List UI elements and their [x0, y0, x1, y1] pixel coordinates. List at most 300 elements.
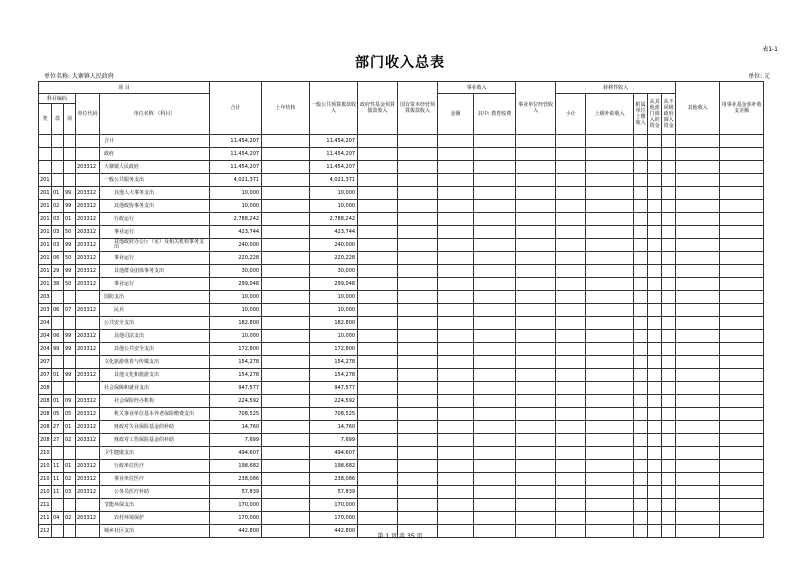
cell-empty	[720, 148, 764, 161]
cell-empty	[586, 317, 634, 330]
cell-empty	[648, 460, 662, 473]
cell-total: 2,788,242	[210, 213, 262, 226]
cell-empty	[634, 421, 648, 434]
cell-budget: 11,454,207	[310, 135, 358, 148]
cell-name: 节能环保支出	[100, 499, 210, 512]
cell-xiang: 50	[64, 252, 76, 265]
cell-empty	[516, 239, 556, 252]
cell-carry	[262, 343, 310, 356]
header-lei: 类	[39, 104, 52, 135]
cell-kuan	[52, 317, 64, 330]
cell-budget: 14,760	[310, 421, 358, 434]
cell-empty	[676, 135, 720, 148]
cell-empty	[586, 395, 634, 408]
cell-xiang: 50	[64, 226, 76, 239]
cell-empty	[398, 395, 438, 408]
cell-xiang: 99	[64, 330, 76, 343]
cell-empty	[648, 148, 662, 161]
cell-empty	[438, 356, 474, 369]
cell-empty	[438, 291, 474, 304]
cell-kuan: 03	[52, 226, 64, 239]
cell-total: 224,592	[210, 395, 262, 408]
cell-empty	[586, 473, 634, 486]
cell-xiang: 99	[64, 265, 76, 278]
cell-empty	[474, 499, 516, 512]
cell-empty	[516, 460, 556, 473]
header-gov-fund: 政府性基金预算拨款收入	[358, 82, 398, 135]
cell-empty	[720, 434, 764, 447]
cell-empty	[720, 174, 764, 187]
cell-empty	[358, 369, 398, 382]
cell-lei: 208	[39, 382, 52, 395]
cell-empty	[662, 408, 676, 421]
cell-empty	[398, 174, 438, 187]
cell-empty	[556, 408, 586, 421]
cell-empty	[358, 395, 398, 408]
cell-empty	[662, 447, 676, 460]
cell-total: 240,000	[210, 239, 262, 252]
cell-name: 合计	[100, 135, 210, 148]
cell-empty	[720, 369, 764, 382]
table-row	[39, 226, 764, 239]
cell-empty	[648, 252, 662, 265]
cell-xiang	[64, 161, 76, 174]
cell-empty	[556, 148, 586, 161]
cell-lei: 208	[39, 421, 52, 434]
cell-xiang: 07	[64, 304, 76, 317]
header-kuan: 款	[52, 104, 64, 135]
cell-empty	[720, 187, 764, 200]
cell-kuan: 01	[52, 369, 64, 382]
cell-code: 203312	[76, 265, 100, 278]
header-total: 合计	[210, 82, 262, 135]
cell-total: 947,577	[210, 382, 262, 395]
cell-empty	[438, 512, 474, 525]
cell-xiang: 99	[64, 187, 76, 200]
cell-empty	[556, 460, 586, 473]
header-subject-code: 科目编码	[39, 94, 76, 104]
cell-empty	[556, 291, 586, 304]
cell-lei: 211	[39, 512, 52, 525]
cell-empty	[586, 252, 634, 265]
cell-empty	[586, 382, 634, 395]
page-footer: 第 1 页,共 35 页	[377, 533, 423, 540]
cell-empty	[586, 434, 634, 447]
cell-empty	[662, 252, 676, 265]
cell-empty	[556, 135, 586, 148]
cell-name: 文化旅游体育与传媒支出	[100, 356, 210, 369]
cell-carry	[262, 382, 310, 395]
cell-carry	[262, 317, 310, 330]
cell-empty	[398, 200, 438, 213]
table-number: 表1-1	[762, 46, 778, 53]
cell-budget: 220,228	[310, 252, 358, 265]
cell-empty	[720, 226, 764, 239]
cell-empty	[586, 226, 634, 239]
cell-empty	[648, 135, 662, 148]
table-row	[39, 317, 764, 330]
cell-code: 203312	[76, 486, 100, 499]
cell-empty	[556, 421, 586, 434]
cell-code: 203312	[76, 330, 100, 343]
header-gov-transfer: 从不同级政府调入资金	[662, 94, 676, 135]
cell-budget: 423,744	[310, 226, 358, 239]
cell-empty	[556, 265, 586, 278]
cell-empty	[516, 291, 556, 304]
cell-empty	[398, 408, 438, 421]
cell-empty	[648, 200, 662, 213]
cell-empty	[516, 135, 556, 148]
cell-empty	[438, 161, 474, 174]
cell-lei: 210	[39, 473, 52, 486]
cell-name: 机关事业单位基本养老保险缴费支出	[100, 408, 210, 421]
cell-empty	[556, 330, 586, 343]
cell-empty	[358, 161, 398, 174]
cell-empty	[398, 382, 438, 395]
cell-empty	[662, 486, 676, 499]
cell-code: 203312	[76, 252, 100, 265]
cell-name: 其他政协事务支出	[100, 200, 210, 213]
cell-name: 政府	[100, 148, 210, 161]
cell-empty	[676, 447, 720, 460]
cell-empty	[516, 161, 556, 174]
cell-code: 203312	[76, 408, 100, 421]
cell-empty	[556, 213, 586, 226]
cell-empty	[676, 291, 720, 304]
cell-empty	[358, 382, 398, 395]
cell-code	[76, 148, 100, 161]
income-table	[38, 81, 764, 538]
cell-name: 国防支出	[100, 291, 210, 304]
cell-lei: 201	[39, 187, 52, 200]
header-transfer-income: 转移性收入	[556, 82, 676, 94]
cell-empty	[516, 434, 556, 447]
cell-empty	[676, 473, 720, 486]
cell-empty	[438, 317, 474, 330]
cell-empty	[398, 135, 438, 148]
cell-budget: 238,086	[310, 473, 358, 486]
cell-empty	[720, 382, 764, 395]
cell-empty	[648, 343, 662, 356]
cell-empty	[358, 148, 398, 161]
header-state-capital: 国有资本经营预算拨款收入	[398, 82, 438, 135]
cell-code: 203312	[76, 343, 100, 356]
cell-empty	[634, 252, 648, 265]
cell-empty	[634, 278, 648, 291]
cell-budget: 10,000	[310, 330, 358, 343]
table-row	[39, 278, 764, 291]
unit-label: 单位: 元	[748, 73, 770, 80]
cell-total: 14,760	[210, 421, 262, 434]
cell-empty	[556, 382, 586, 395]
table-row	[39, 499, 764, 512]
cell-code: 203312	[76, 369, 100, 382]
header-business-income: 事业收入	[438, 82, 516, 94]
cell-empty	[358, 200, 398, 213]
cell-lei: 201	[39, 213, 52, 226]
cell-budget: 57,839	[310, 486, 358, 499]
cell-empty	[438, 460, 474, 473]
cell-empty	[648, 330, 662, 343]
cell-budget: 708,525	[310, 408, 358, 421]
cell-empty	[438, 278, 474, 291]
cell-empty	[648, 447, 662, 460]
cell-empty	[586, 499, 634, 512]
cell-total: 170,000	[210, 499, 262, 512]
cell-empty	[398, 486, 438, 499]
cell-kuan	[52, 447, 64, 460]
header-amount: 金额	[438, 94, 474, 135]
cell-empty	[648, 213, 662, 226]
table-row	[39, 330, 764, 343]
cell-empty	[720, 213, 764, 226]
cell-empty	[662, 291, 676, 304]
cell-total: 11,454,207	[210, 161, 262, 174]
cell-empty	[398, 148, 438, 161]
cell-kuan	[52, 356, 64, 369]
cell-empty	[648, 408, 662, 421]
cell-empty	[516, 356, 556, 369]
cell-lei: 207	[39, 356, 52, 369]
cell-empty	[556, 239, 586, 252]
cell-empty	[516, 148, 556, 161]
cell-empty	[516, 304, 556, 317]
cell-empty	[516, 330, 556, 343]
cell-empty	[474, 291, 516, 304]
cell-budget: 170,000	[310, 512, 358, 525]
cell-empty	[634, 187, 648, 200]
cell-empty	[676, 304, 720, 317]
cell-lei: 203	[39, 304, 52, 317]
cell-empty	[358, 213, 398, 226]
cell-budget: 154,278	[310, 369, 358, 382]
cell-empty	[648, 434, 662, 447]
cell-lei: 201	[39, 174, 52, 187]
cell-empty	[720, 447, 764, 460]
cell-empty	[676, 239, 720, 252]
header-unit-code: 单位代码	[76, 94, 100, 135]
cell-budget: 198,682	[310, 460, 358, 473]
cell-empty	[662, 226, 676, 239]
cell-empty	[586, 460, 634, 473]
cell-empty	[662, 395, 676, 408]
cell-lei: 210	[39, 460, 52, 473]
cell-empty	[358, 486, 398, 499]
cell-empty	[648, 382, 662, 395]
cell-empty	[676, 200, 720, 213]
cell-empty	[438, 252, 474, 265]
cell-empty	[516, 200, 556, 213]
cell-code: 203312	[76, 239, 100, 252]
table-row	[39, 460, 764, 473]
cell-kuan	[52, 499, 64, 512]
cell-empty	[398, 512, 438, 525]
table-row	[39, 174, 764, 187]
cell-carry	[262, 174, 310, 187]
cell-budget: 170,000	[310, 499, 358, 512]
cell-budget: 10,000	[310, 200, 358, 213]
cell-empty	[586, 174, 634, 187]
cell-empty	[648, 226, 662, 239]
cell-name: 事业运行	[100, 226, 210, 239]
cell-empty	[474, 330, 516, 343]
cell-empty	[474, 317, 516, 330]
cell-empty	[516, 369, 556, 382]
cell-xiang: 01	[64, 213, 76, 226]
cell-code: 203312	[76, 473, 100, 486]
header-general-budget: 一般公共预算拨款收入	[310, 82, 358, 135]
cell-empty	[556, 395, 586, 408]
cell-empty	[676, 265, 720, 278]
cell-empty	[676, 421, 720, 434]
cell-empty	[676, 252, 720, 265]
cell-empty	[662, 382, 676, 395]
cell-empty	[634, 512, 648, 525]
cell-total: 10,000	[210, 304, 262, 317]
cell-empty	[398, 252, 438, 265]
cell-empty	[398, 434, 438, 447]
cell-empty	[676, 460, 720, 473]
cell-total: 442,800	[210, 525, 262, 538]
cell-empty	[474, 512, 516, 525]
cell-xiang: 02	[64, 512, 76, 525]
cell-empty	[634, 148, 648, 161]
cell-empty	[720, 200, 764, 213]
cell-empty	[586, 187, 634, 200]
cell-empty	[398, 265, 438, 278]
cell-empty	[720, 304, 764, 317]
table-row	[39, 135, 764, 148]
cell-code	[76, 382, 100, 395]
cell-empty	[634, 473, 648, 486]
cell-empty	[438, 343, 474, 356]
cell-empty	[474, 434, 516, 447]
cell-empty	[662, 148, 676, 161]
cell-xiang: 02	[64, 473, 76, 486]
cell-empty	[648, 304, 662, 317]
cell-total: 154,278	[210, 356, 262, 369]
cell-empty	[398, 330, 438, 343]
cell-empty	[398, 317, 438, 330]
cell-empty	[648, 499, 662, 512]
cell-empty	[358, 135, 398, 148]
cell-code: 203312	[76, 460, 100, 473]
cell-empty	[634, 226, 648, 239]
cell-xiang: 99	[64, 343, 76, 356]
cell-empty	[662, 317, 676, 330]
table-row	[39, 512, 764, 525]
cell-total: 10,000	[210, 200, 262, 213]
cell-empty	[634, 447, 648, 460]
cell-empty	[358, 187, 398, 200]
cell-empty	[720, 395, 764, 408]
cell-name: 城乡社区支出	[100, 525, 210, 538]
cell-empty	[474, 174, 516, 187]
cell-empty	[634, 200, 648, 213]
cell-empty	[648, 395, 662, 408]
cell-empty	[398, 291, 438, 304]
cell-empty	[662, 174, 676, 187]
cell-lei: 208	[39, 395, 52, 408]
table-row	[39, 434, 764, 447]
cell-empty	[438, 330, 474, 343]
cell-carry	[262, 408, 310, 421]
cell-empty	[648, 421, 662, 434]
cell-empty	[634, 382, 648, 395]
cell-empty	[398, 304, 438, 317]
cell-code: 203312	[76, 512, 100, 525]
cell-empty	[676, 330, 720, 343]
cell-empty	[474, 408, 516, 421]
cell-empty	[662, 239, 676, 252]
cell-name: 其他公共安全支出	[100, 343, 210, 356]
table-row	[39, 421, 764, 434]
cell-kuan: 06	[52, 252, 64, 265]
cell-empty	[474, 460, 516, 473]
cell-empty	[358, 434, 398, 447]
cell-empty	[648, 512, 662, 525]
cell-lei: 201	[39, 265, 52, 278]
cell-empty	[662, 421, 676, 434]
cell-total: 172,800	[210, 343, 262, 356]
cell-empty	[474, 148, 516, 161]
cell-empty	[662, 304, 676, 317]
cell-empty	[516, 213, 556, 226]
cell-empty	[676, 382, 720, 395]
cell-empty	[662, 213, 676, 226]
cell-xiang: 02	[64, 434, 76, 447]
cell-empty	[720, 421, 764, 434]
cell-total: 170,000	[210, 512, 262, 525]
cell-total: 182,800	[210, 317, 262, 330]
cell-empty	[474, 213, 516, 226]
cell-empty	[438, 369, 474, 382]
cell-empty	[438, 408, 474, 421]
cell-empty	[586, 447, 634, 460]
cell-budget: 494,607	[310, 447, 358, 460]
cell-empty	[438, 434, 474, 447]
cell-empty	[474, 343, 516, 356]
cell-empty	[720, 486, 764, 499]
cell-empty	[634, 291, 648, 304]
cell-carry	[262, 512, 310, 525]
cell-carry	[262, 161, 310, 174]
cell-code	[76, 135, 100, 148]
cell-empty	[662, 499, 676, 512]
cell-empty	[586, 369, 634, 382]
cell-empty	[720, 252, 764, 265]
cell-carry	[262, 200, 310, 213]
cell-empty	[586, 304, 634, 317]
cell-empty	[358, 343, 398, 356]
cell-empty	[676, 174, 720, 187]
cell-xiang	[64, 174, 76, 187]
header-special-transfer: 从其他部门调入的资金	[648, 94, 662, 135]
header-other-income: 其他收入	[676, 82, 720, 135]
cell-kuan	[52, 174, 64, 187]
cell-kuan: 11	[52, 460, 64, 473]
cell-empty	[398, 473, 438, 486]
cell-budget: 10,000	[310, 187, 358, 200]
cell-name: 财政对失业保险基金的补助	[100, 421, 210, 434]
cell-empty	[556, 174, 586, 187]
cell-empty	[662, 512, 676, 525]
cell-carry	[262, 421, 310, 434]
cell-empty	[720, 473, 764, 486]
cell-code: 203312	[76, 226, 100, 239]
cell-empty	[358, 291, 398, 304]
cell-lei: 203	[39, 291, 52, 304]
